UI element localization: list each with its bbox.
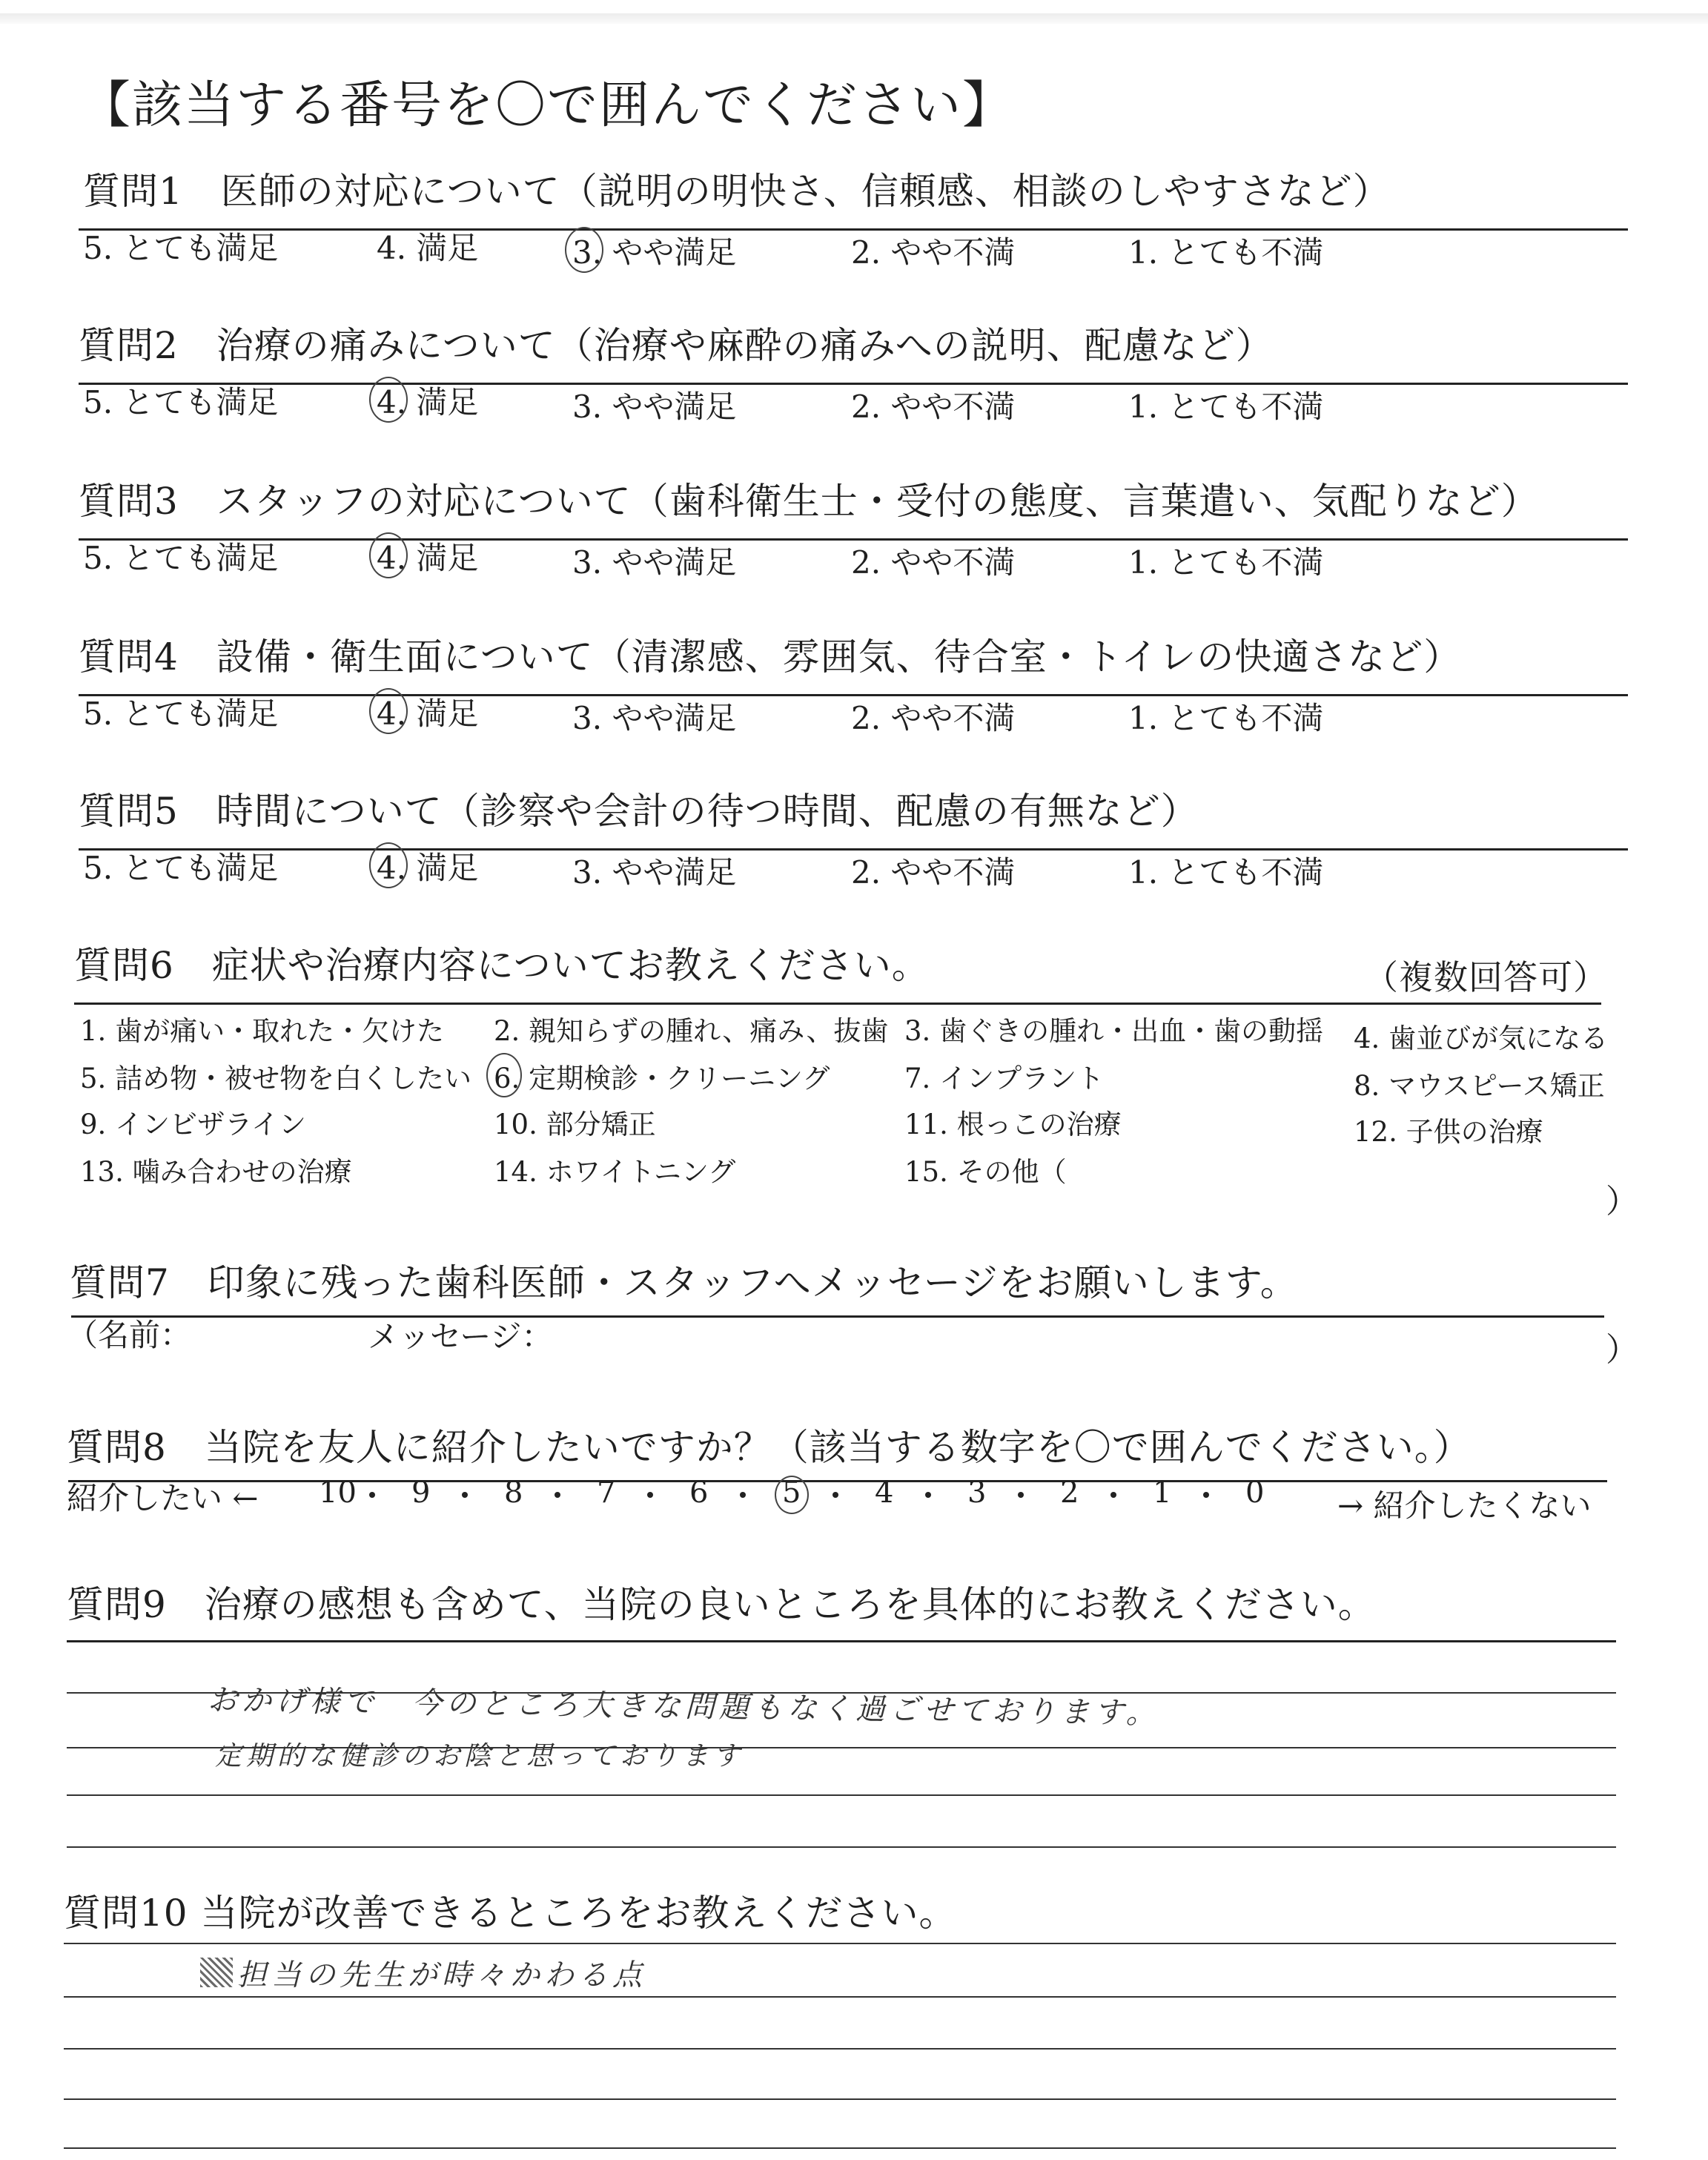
q6-option-2[interactable]: 2. 親知らずの腫れ、痛み、抜歯 — [494, 1015, 889, 1047]
q6-option-4[interactable]: 4. 歯並びが気になる — [1354, 1023, 1609, 1054]
q6-answer-circle — [486, 1053, 522, 1097]
q6-option-10[interactable]: 10. 部分矯正 — [494, 1109, 656, 1140]
q8-scale-5[interactable]: 5 — [782, 1476, 801, 1510]
q1-answer-circle — [565, 227, 603, 273]
q4-answer-circle — [369, 688, 408, 734]
q6-option-11[interactable]: 11. 根っこの治療 — [904, 1109, 1122, 1140]
q8-scale-separator — [369, 1492, 375, 1498]
q6-title: 質問6 症状や治療内容についてお教えください。 — [74, 944, 930, 987]
q1-option-4[interactable]: 4. 満足 — [377, 230, 479, 266]
q3-option-2[interactable]: 2. やや不満 — [851, 544, 1016, 581]
q4-option-5[interactable]: 5. とても満足 — [83, 696, 279, 732]
q8-scale-separator — [1018, 1492, 1024, 1498]
q9-line-3 — [67, 1794, 1616, 1796]
q5-title: 質問5 時間について（診察や会計の待つ時間、配慮の有無など） — [79, 790, 1199, 833]
q9-title: 質問9 治療の感想も含めて、当院の良いところを具体的にお教えください。 — [67, 1583, 1376, 1626]
q8-scale-10[interactable]: 10 — [319, 1476, 357, 1510]
q8-scale-separator — [833, 1492, 838, 1498]
q8-scale-separator — [740, 1492, 746, 1498]
q2-option-3[interactable]: 3. やや満足 — [572, 389, 737, 425]
q6-option-6[interactable]: 6. 定期検診・クリーニング — [494, 1063, 830, 1094]
q2-option-1[interactable]: 1. とても不満 — [1128, 389, 1324, 425]
q3-title: 質問3 スタッフの対応について（歯科衛生士・受付の態度、言葉遣い、気配りなど） — [79, 480, 1539, 523]
q6-option-5[interactable]: 5. 詰め物・被せ物を白くしたい — [80, 1063, 472, 1094]
q6-option-14[interactable]: 14. ホワイトニング — [494, 1156, 736, 1188]
q8-scale-2[interactable]: 2 — [1060, 1476, 1079, 1510]
q1-option-2[interactable]: 2. やや不満 — [851, 234, 1016, 271]
q7-close-paren: ） — [1606, 1331, 1638, 1369]
q5-answer-circle — [369, 842, 408, 888]
q2-option-2[interactable]: 2. やや不満 — [851, 389, 1016, 425]
q3-answer-circle — [369, 532, 408, 578]
q8-scale-3[interactable]: 3 — [967, 1476, 987, 1510]
q4-option-3[interactable]: 3. やや満足 — [572, 700, 737, 736]
scribble-mark — [200, 1958, 233, 1987]
q4-option-1[interactable]: 1. とても不満 — [1128, 700, 1324, 736]
q6-option-3[interactable]: 3. 歯ぐきの腫れ・出血・歯の動揺 — [904, 1015, 1324, 1047]
q8-scale-separator — [555, 1492, 560, 1498]
q2-option-5[interactable]: 5. とても満足 — [83, 384, 279, 420]
q8-scale-separator — [1203, 1492, 1209, 1498]
q8-scale-4[interactable]: 4 — [875, 1476, 894, 1510]
q6-close-paren: ） — [1606, 1183, 1638, 1221]
q8-scale-6[interactable]: 6 — [689, 1476, 709, 1510]
q1-title: 質問1 医師の対応について（説明の明快さ、信頼感、相談のしやすさなど） — [83, 170, 1391, 213]
q3-option-4[interactable]: 4. 満足 — [377, 540, 479, 576]
q8-answer-circle — [775, 1476, 809, 1514]
q9-underline — [67, 1640, 1616, 1642]
q5-option-2[interactable]: 2. やや不満 — [851, 854, 1016, 891]
q6-option-8[interactable]: 8. マウスピース矯正 — [1354, 1070, 1605, 1102]
q3-option-5[interactable]: 5. とても満足 — [83, 540, 279, 576]
q8-scale-1[interactable]: 1 — [1153, 1476, 1172, 1510]
q4-option-2[interactable]: 2. やや不満 — [851, 700, 1016, 736]
scan-top-edge — [0, 13, 1708, 24]
q8-scale-separator — [462, 1492, 468, 1498]
q4-option-4[interactable]: 4. 満足 — [377, 696, 479, 732]
q8-scale-7[interactable]: 7 — [597, 1476, 616, 1510]
q3-option-1[interactable]: 1. とても不満 — [1128, 544, 1324, 581]
q9-handwritten-answer-1: おかげ様で 今のところ大きな問題もなく過ごせております。 — [207, 1683, 1161, 1731]
q8-left-label: 紹介したい ← — [67, 1480, 259, 1516]
q8-scale-separator — [1110, 1492, 1116, 1498]
q10-title: 質問10 当院が改善できるところをお教えください。 — [64, 1892, 957, 1935]
q1-option-3[interactable]: 3. やや満足 — [572, 234, 737, 271]
page-title: 【該当する番号を〇で囲んでください】 — [80, 76, 1015, 135]
q3-option-3[interactable]: 3. やや満足 — [572, 544, 737, 581]
q6-option-1[interactable]: 1. 歯が痛い・取れた・欠けた — [80, 1015, 445, 1047]
q6-option-7[interactable]: 7. インプラント — [904, 1063, 1105, 1094]
q1-option-1[interactable]: 1. とても不満 — [1128, 234, 1324, 271]
q8-scale-separator — [925, 1492, 931, 1498]
q5-option-3[interactable]: 3. やや満足 — [572, 854, 737, 891]
q2-option-4[interactable]: 4. 満足 — [377, 384, 479, 420]
q6-option-15[interactable]: 15. その他（ — [904, 1156, 1067, 1188]
q6-note: （複数回答可） — [1364, 957, 1608, 997]
q2-title: 質問2 治療の痛みについて（治療や麻酔の痛みへの説明、配慮など） — [79, 324, 1274, 367]
q8-scale-8[interactable]: 8 — [504, 1476, 523, 1510]
q10-line-1 — [64, 1943, 1616, 1944]
q8-title: 質問8 当院を友人に紹介したいですか？（該当する数字を〇で囲んでください。） — [67, 1426, 1472, 1469]
q9-handwritten-answer-2: 定期的な健診のお陰と思っております — [215, 1741, 745, 1771]
q9-line-4 — [67, 1846, 1616, 1848]
q6-option-9[interactable]: 9. インビザライン — [80, 1109, 306, 1140]
q10-line-5 — [64, 2147, 1616, 2149]
q1-option-5[interactable]: 5. とても満足 — [83, 230, 279, 266]
q7-message-label: メッセージ： — [368, 1318, 553, 1355]
q5-option-1[interactable]: 1. とても不満 — [1128, 854, 1324, 891]
q10-line-2 — [64, 1996, 1616, 1998]
q10-line-4 — [64, 2098, 1616, 2100]
q2-answer-circle — [369, 377, 408, 423]
q7-title: 質問7 印象に残った歯科医師・スタッフへメッセージをお願いします。 — [70, 1261, 1298, 1304]
q7-underline — [71, 1315, 1604, 1318]
q8-scale-0[interactable]: 0 — [1245, 1476, 1265, 1510]
q10-line-3 — [64, 2048, 1616, 2050]
q10-handwritten-answer: 担当の先生が時々かわる点 — [237, 1958, 646, 1992]
q6-option-13[interactable]: 13. 噛み合わせの治療 — [80, 1156, 352, 1188]
q5-option-4[interactable]: 4. 満足 — [377, 850, 479, 886]
q8-scale-separator — [647, 1492, 653, 1498]
q6-option-12[interactable]: 12. 子供の治療 — [1354, 1116, 1543, 1148]
q5-option-5[interactable]: 5. とても満足 — [83, 850, 279, 886]
q6-underline — [74, 1003, 1601, 1005]
q7-name-label: （名前： — [67, 1317, 192, 1353]
q8-scale-9[interactable]: 9 — [411, 1476, 431, 1510]
q4-title: 質問4 設備・衛生面について（清潔感、雰囲気、待合室・トイレの快適さなど） — [79, 635, 1462, 678]
q8-right-label: → 紹介したくない — [1337, 1487, 1592, 1524]
